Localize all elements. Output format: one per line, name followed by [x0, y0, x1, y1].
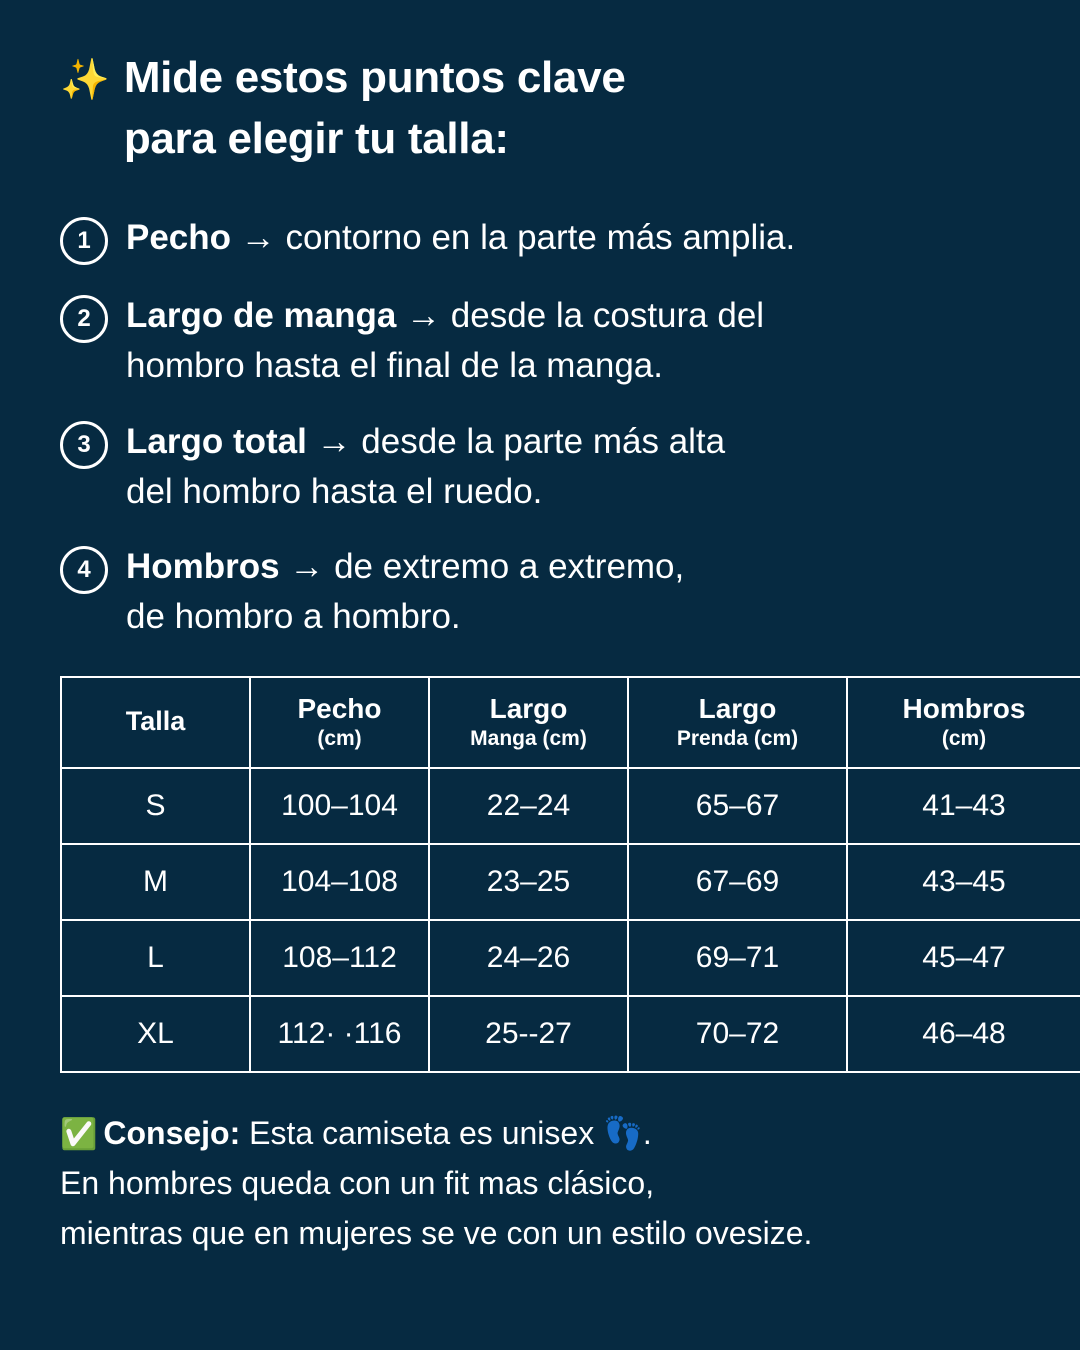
cell-manga: 22–24 — [429, 768, 628, 844]
column-header-manga-unit: Manga (cm) — [470, 726, 587, 750]
list-item-term: Largo total — [126, 421, 307, 461]
column-header-talla: Talla — [61, 677, 250, 769]
column-header-hombros — [847, 677, 1080, 769]
list-item-desc-2: del hombro hasta el ruedo. — [126, 471, 543, 511]
list-item-body — [126, 289, 764, 390]
page-title-text — [124, 48, 626, 169]
page-title-line-1: Mide estos puntos clave — [123, 53, 626, 102]
step-number-badge: 3 — [60, 421, 108, 469]
column-header-manga-title: Largo — [489, 692, 568, 724]
list-item-line-1 — [126, 547, 684, 586]
list-item-body — [126, 415, 725, 516]
arrow-icon: → — [406, 296, 442, 336]
tip-line-1 — [60, 1109, 1020, 1159]
table-body — [61, 768, 1080, 1072]
cell-hombros: 43–45 — [847, 844, 1080, 920]
list-item-desc-1: contorno en la parte más amplia. — [285, 218, 796, 258]
cell-prenda: 65–67 — [628, 768, 847, 844]
page-title — [60, 48, 1020, 169]
cell-manga: 23–25 — [429, 844, 628, 920]
check-icon: ✅ — [60, 1118, 98, 1152]
cell-talla: L — [61, 920, 250, 996]
cell-pecho: 108–112 — [250, 920, 429, 996]
column-header-hombros-title: Hombros — [902, 692, 1026, 724]
sparkles-icon: ✨ — [60, 58, 110, 102]
table-header — [61, 677, 1080, 769]
list-item-term: Pecho — [126, 218, 232, 258]
column-header-prenda-unit: Prenda (cm) — [676, 726, 799, 750]
column-header-hombros-unit: (cm) — [941, 726, 987, 750]
list-item-desc-2: hombro hasta el final de la manga. — [126, 346, 663, 386]
size-chart-table — [60, 676, 1080, 1074]
cell-hombros: 45–47 — [847, 920, 1080, 996]
list-item — [60, 540, 1020, 641]
list-item-line-1 — [126, 218, 795, 257]
step-number-badge: 4 — [60, 546, 108, 594]
column-header-largo-manga — [429, 677, 628, 769]
arrow-icon: → — [289, 547, 325, 587]
cell-talla: S — [61, 768, 250, 844]
cell-pecho: 104–108 — [250, 844, 429, 920]
cell-pecho: 100–104 — [250, 768, 429, 844]
cell-manga: 24–26 — [429, 920, 628, 996]
list-item — [60, 289, 1020, 390]
measurement-points-list — [60, 211, 1020, 641]
step-number-badge: 2 — [60, 295, 108, 343]
cell-prenda: 67–69 — [628, 844, 847, 920]
arrow-icon: → — [316, 421, 352, 461]
column-header-pecho — [250, 677, 429, 769]
cell-hombros: 41–43 — [847, 768, 1080, 844]
list-item-term: Hombros — [126, 547, 280, 587]
cell-pecho: 112· ·116 — [250, 996, 429, 1072]
tip-line-2: En hombres queda con un fit mas clásico, — [60, 1164, 655, 1201]
tip-label: Consejo: — [103, 1115, 241, 1152]
table-row — [61, 844, 1080, 920]
list-item-desc-1: desde la parte más alta — [361, 421, 726, 461]
column-header-pecho-title: Pecho — [297, 692, 382, 724]
list-item-body — [126, 540, 684, 641]
list-item-desc-2: de hombro a hombro. — [126, 596, 461, 636]
column-header-pecho-unit: (cm) — [317, 726, 362, 750]
list-item-desc-1: desde la costura del — [450, 296, 765, 336]
table-row — [61, 996, 1080, 1072]
list-item — [60, 211, 1020, 265]
arrow-icon: → — [240, 218, 276, 258]
list-item — [60, 415, 1020, 516]
cell-manga: 25--27 — [429, 996, 628, 1072]
list-item-line-1 — [126, 422, 725, 461]
step-number-badge: 1 — [60, 217, 108, 265]
cell-talla: XL — [61, 996, 250, 1072]
cell-hombros: 46–48 — [847, 996, 1080, 1072]
column-header-prenda-title: Largo — [698, 692, 777, 724]
column-header-largo-prenda — [628, 677, 847, 769]
tip-note — [60, 1109, 1020, 1258]
cell-talla: M — [61, 844, 250, 920]
table-header-row — [61, 677, 1080, 769]
tip-line-3: mientras que en mujeres se ve con un estilo ovesize. — [60, 1214, 813, 1251]
list-item-body — [126, 211, 795, 263]
table-row — [61, 920, 1080, 996]
tip-text-1: Esta camiseta es unisex 👣. — [240, 1115, 652, 1152]
list-item-line-1 — [126, 296, 764, 335]
cell-prenda: 69–71 — [628, 920, 847, 996]
list-item-desc-1: de extremo a extremo, — [334, 547, 685, 587]
cell-prenda: 70–72 — [628, 996, 847, 1072]
table-row — [61, 768, 1080, 844]
page-title-line-2: para elegir tu talla: — [123, 113, 509, 163]
list-item-term: Largo de manga — [126, 296, 397, 336]
